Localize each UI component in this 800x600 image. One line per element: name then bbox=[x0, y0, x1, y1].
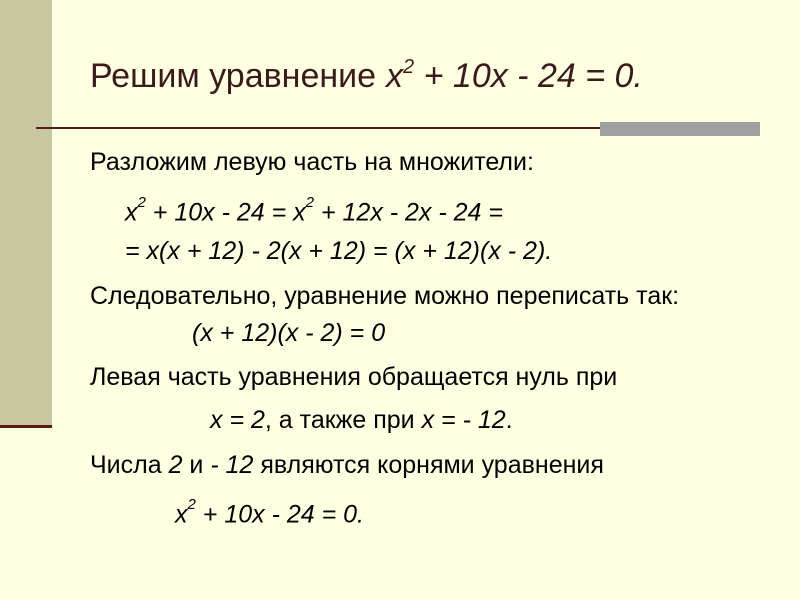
step1-mid: + 10x - 24 = x bbox=[145, 198, 306, 227]
step1-exponent-2: 2 bbox=[305, 194, 315, 211]
solution-2: x = - 12 bbox=[421, 406, 506, 434]
line-roots-statement bbox=[90, 450, 604, 480]
root-1: 2 bbox=[168, 451, 183, 479]
line-consequence: Следовательно, уравнение можно переписать так: bbox=[90, 282, 680, 310]
slide-title bbox=[90, 57, 643, 96]
step1-base: x bbox=[125, 198, 138, 227]
title-text: Решим уравнение bbox=[90, 57, 377, 95]
final-rest: + 10x - 24 = 0. bbox=[195, 500, 365, 529]
line-factor-intro: Разложим левую часть на множители: bbox=[90, 148, 534, 176]
title-eq-base: x bbox=[386, 57, 404, 95]
line-solutions bbox=[210, 405, 513, 435]
roots-prefix: Числа bbox=[90, 451, 169, 479]
side-bar-underline bbox=[0, 425, 52, 428]
side-bar-decoration bbox=[0, 0, 52, 425]
title-divider bbox=[36, 127, 600, 129]
roots-suffix: являются корнями уравнения bbox=[253, 451, 604, 479]
title-eq-rest: + 10x - 24 = 0. bbox=[414, 57, 643, 95]
line-factored-equation: (x + 12)(x - 2) = 0 bbox=[192, 319, 386, 347]
final-base: x bbox=[175, 500, 188, 529]
roots-and: и bbox=[182, 451, 211, 479]
step1-exponent: 2 bbox=[137, 194, 146, 211]
solution-period: . bbox=[505, 406, 513, 434]
line-final-equation bbox=[175, 494, 364, 529]
step1-rest: + 12x - 2x - 24 = bbox=[314, 198, 504, 227]
line-factor-step2: = x(x + 12) - 2(x + 12) = (x + 12)(x - 2). bbox=[125, 237, 553, 265]
accent-box bbox=[600, 122, 760, 136]
solution-connector: , а также при bbox=[264, 406, 422, 434]
title-eq-exponent: 2 bbox=[403, 55, 415, 78]
solution-1: x = 2 bbox=[210, 406, 265, 434]
title-equation bbox=[386, 57, 643, 95]
final-exponent: 2 bbox=[187, 496, 196, 513]
line-zero-condition: Левая часть уравнения обращается нуль при bbox=[90, 363, 618, 391]
line-factor-step1 bbox=[125, 192, 503, 227]
root-2: - 12 bbox=[210, 451, 254, 479]
